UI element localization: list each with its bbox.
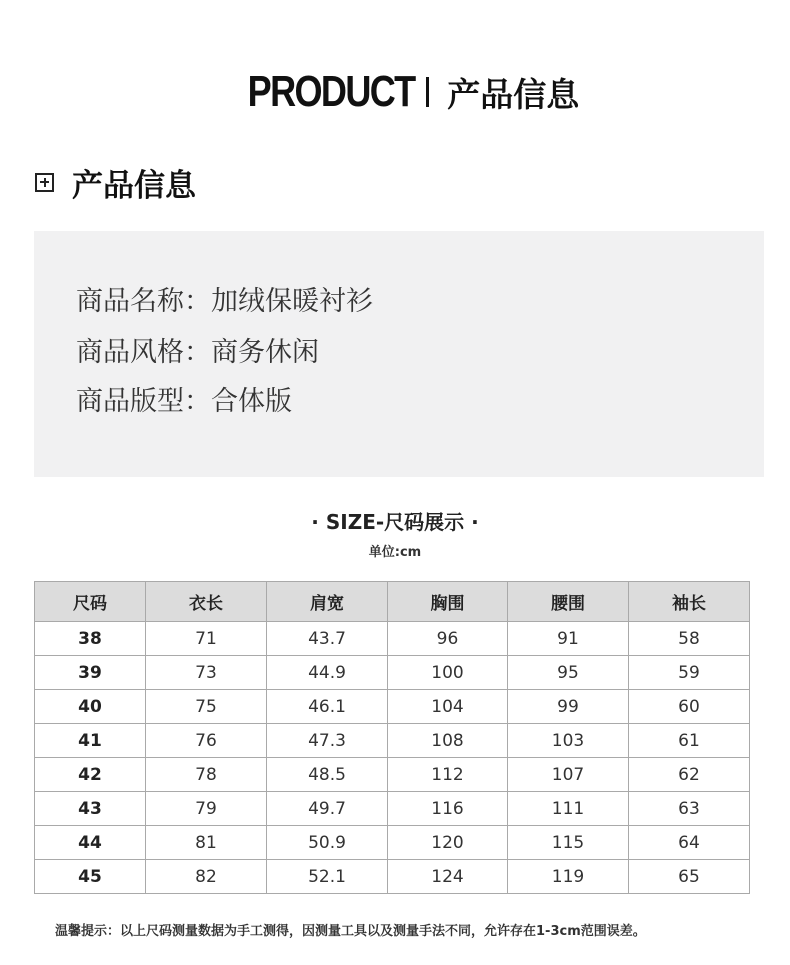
measurement-cell: 82 (146, 860, 267, 894)
size-cell: 41 (35, 724, 146, 758)
plus-square-icon (35, 173, 54, 192)
column-header: 衣长 (146, 582, 267, 622)
column-header: 腰围 (508, 582, 629, 622)
measurement-cell: 91 (508, 622, 629, 656)
measurement-cell: 95 (508, 656, 629, 690)
measurement-cell: 81 (146, 826, 267, 860)
measurement-cell: 115 (508, 826, 629, 860)
table-header-row (35, 582, 750, 622)
measurement-cell: 49.7 (267, 792, 388, 826)
info-row-name (76, 279, 373, 318)
measurement-cell: 76 (146, 724, 267, 758)
info-label: 商品风格： (76, 337, 211, 368)
measurement-cell: 52.1 (267, 860, 388, 894)
measurement-cell: 48.5 (267, 758, 388, 792)
size-cell: 44 (35, 826, 146, 860)
table-row (35, 656, 750, 690)
column-header: 肩宽 (267, 582, 388, 622)
measurement-cell: 124 (388, 860, 508, 894)
size-cell: 45 (35, 860, 146, 894)
table-row (35, 826, 750, 860)
measurement-cell: 58 (629, 622, 750, 656)
section-heading (35, 160, 196, 204)
measurement-cell: 120 (388, 826, 508, 860)
measurement-cell: 47.3 (267, 724, 388, 758)
measurement-cell: 79 (146, 792, 267, 826)
size-unit-label: 单位:cm (368, 545, 422, 560)
size-section-title: · SIZE-尺码展示 · (311, 510, 479, 534)
table-row (35, 792, 750, 826)
measurement-cell: 71 (146, 622, 267, 656)
measurement-cell: 59 (629, 656, 750, 690)
measurement-note: 温馨提示：以上尺码测量数据为手工测得，因测量工具以及测量手法不同，允许存在1-3cm范围误差。 (55, 924, 646, 939)
measurement-cell: 61 (629, 724, 750, 758)
size-cell: 40 (35, 690, 146, 724)
product-info-panel (34, 231, 764, 477)
measurement-cell: 63 (629, 792, 750, 826)
measurement-cell: 62 (629, 758, 750, 792)
measurement-cell: 44.9 (267, 656, 388, 690)
measurement-cell: 119 (508, 860, 629, 894)
measurement-cell: 65 (629, 860, 750, 894)
measurement-cell: 43.7 (267, 622, 388, 656)
size-cell: 42 (35, 758, 146, 792)
measurement-cell: 73 (146, 656, 267, 690)
measurement-cell: 99 (508, 690, 629, 724)
measurement-cell: 116 (388, 792, 508, 826)
info-label: 商品名称： (76, 286, 211, 317)
table-row (35, 860, 750, 894)
size-table (34, 581, 750, 894)
info-value: 加绒保暖衬衫 (211, 286, 373, 317)
measurement-cell: 46.1 (267, 690, 388, 724)
table-row (35, 622, 750, 656)
measurement-cell: 78 (146, 758, 267, 792)
measurement-cell: 75 (146, 690, 267, 724)
column-header: 尺码 (35, 582, 146, 622)
size-cell: 38 (35, 622, 146, 656)
table-row (35, 758, 750, 792)
measurement-cell: 112 (388, 758, 508, 792)
column-header: 胸围 (388, 582, 508, 622)
column-header: 袖长 (629, 582, 750, 622)
size-cell: 39 (35, 656, 146, 690)
info-label: 商品版型： (76, 386, 211, 417)
table-row (35, 690, 750, 724)
page-header (0, 62, 790, 122)
measurement-cell: 60 (629, 690, 750, 724)
header-divider (426, 77, 429, 107)
info-row-style (76, 330, 319, 369)
info-value: 商务休闲 (211, 337, 319, 368)
measurement-cell: 108 (388, 724, 508, 758)
measurement-cell: 107 (508, 758, 629, 792)
measurement-cell: 104 (388, 690, 508, 724)
header-cn-title: 产品信息 (447, 74, 580, 114)
measurement-cell: 64 (629, 826, 750, 860)
section-heading-text: 产品信息 (72, 167, 196, 204)
measurement-cell: 50.9 (267, 826, 388, 860)
size-cell: 43 (35, 792, 146, 826)
measurement-cell: 100 (388, 656, 508, 690)
measurement-cell: 111 (508, 792, 629, 826)
table-row (35, 724, 750, 758)
info-value: 合体版 (211, 386, 292, 417)
measurement-cell: 103 (508, 724, 629, 758)
header-en-title: PRODUCT (247, 67, 415, 116)
info-row-fit (76, 379, 292, 418)
measurement-cell: 96 (388, 622, 508, 656)
